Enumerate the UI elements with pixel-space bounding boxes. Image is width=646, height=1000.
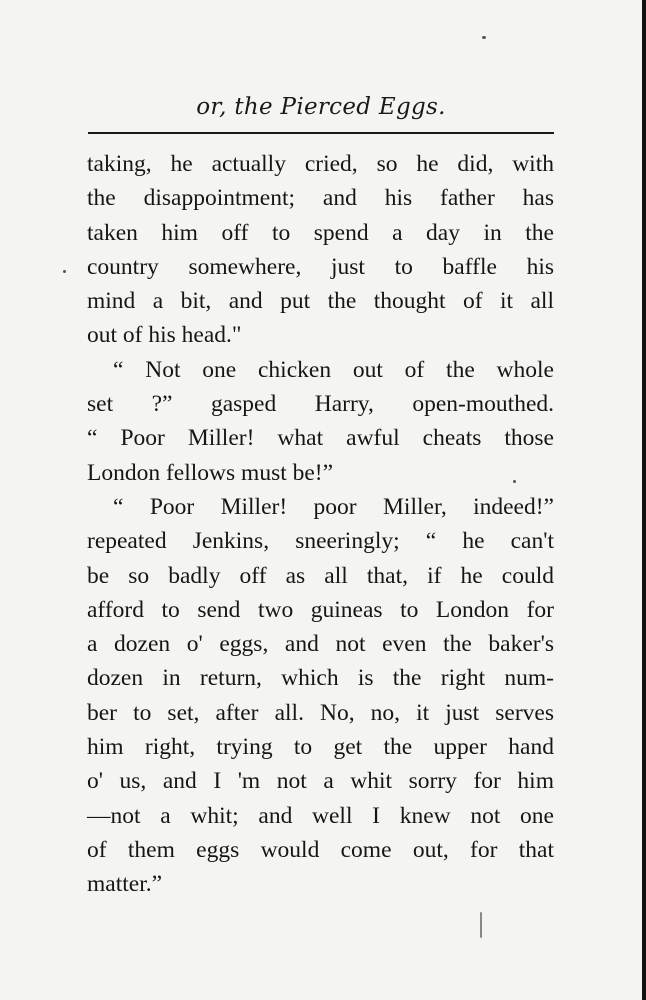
text-line: country somewhere, just to baffle his xyxy=(87,253,554,280)
text-line: o' us, and I 'm not a whit sorry for him xyxy=(87,768,554,795)
text-line: taking, he actually cried, so he did, with xyxy=(87,151,554,177)
text-line: “ Not one chicken out of the whole xyxy=(113,356,554,383)
paper-speck xyxy=(63,270,66,273)
text-line: a dozen o' eggs, and not even the baker's xyxy=(87,631,554,658)
page-edge-shadow xyxy=(642,0,646,1000)
text-line: set ?” gasped Harry, open-mouthed. xyxy=(87,391,554,418)
text-line: be so badly off as all that, if he could xyxy=(87,562,554,589)
text-line: him right, trying to get the upper hand xyxy=(87,734,554,761)
text-line: out of his head." xyxy=(87,322,242,349)
text-line: —not a whit; and well I knew not one xyxy=(87,802,554,829)
text-line: mind a bit, and put the thought of it all xyxy=(87,288,554,315)
header-rule xyxy=(88,132,554,134)
text-line: ber to set, after all. No, no, it just serves xyxy=(87,699,554,726)
paper-speck xyxy=(513,480,516,483)
paper-speck xyxy=(482,36,486,39)
text-line: taken him off to spend a day in the xyxy=(87,219,554,246)
text-line: afford to send two guineas to London for xyxy=(87,596,554,623)
text-line: “ Poor Miller! what awful cheats those xyxy=(87,425,554,452)
text-line: of them eggs would come out, for that xyxy=(87,836,554,863)
text-line: matter.” xyxy=(87,871,163,898)
text-line: “ Poor Miller! poor Miller, indeed!” xyxy=(113,493,554,520)
paper-speck xyxy=(480,912,482,938)
text-line: the disappointment; and his father has xyxy=(87,185,554,212)
text-line: London fellows must be!” xyxy=(87,459,334,486)
running-head: or, the Pierced Eggs. xyxy=(196,94,446,120)
body-text xyxy=(87,147,554,902)
text-line: dozen in return, which is the right num- xyxy=(87,665,554,692)
text-line: repeated Jenkins, sneeringly; “ he can't xyxy=(87,528,554,555)
